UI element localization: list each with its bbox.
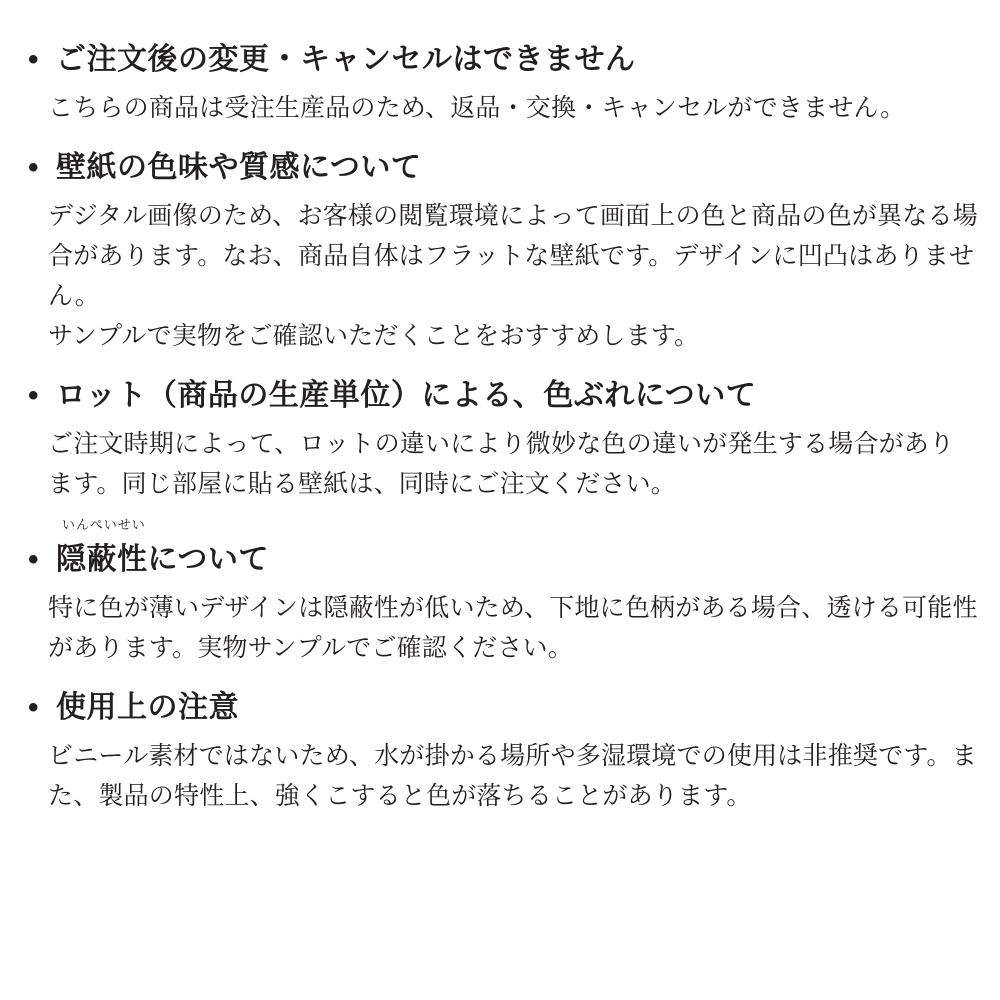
section-heading: ご注文後の変更・キャンセルはできません bbox=[56, 43, 636, 76]
section-paragraph: ご注文時期によって、ロットの違いにより微妙な色の違いが発生する場合があります。同じ部屋に貼る壁紙は、同時にご注文ください。 bbox=[48, 430, 955, 498]
bullet-icon: • bbox=[28, 379, 39, 412]
notice-section-lot-variation bbox=[22, 374, 978, 504]
section-paragraph: サンプルで実物をご確認いただくことをおすすめします。 bbox=[48, 322, 700, 350]
section-paragraph: 特に色が薄いデザインは隠蔽性が低いため、下地に色柄がある場合、透ける可能性があります。実物サンプルでご確認ください。 bbox=[48, 594, 978, 662]
notice-section-usage-caution bbox=[22, 686, 978, 816]
notice-section-order-change bbox=[22, 38, 978, 128]
ruby-annotation: いんぺいせい bbox=[62, 517, 146, 532]
section-heading-row bbox=[22, 374, 978, 418]
notice-section-opacity bbox=[22, 517, 978, 668]
section-heading: 隠蔽性について bbox=[56, 543, 269, 576]
section-heading-row bbox=[22, 146, 978, 190]
bullet-icon: • bbox=[28, 691, 39, 724]
section-paragraph: デジタル画像のため、お客様の閲覧環境によって画面上の色と商品の色が異なる場合があります。なお、商品自体はフラットな壁紙です。デザインに凹凸はありません。 bbox=[48, 202, 978, 310]
section-heading: 壁紙の色味や質感について bbox=[56, 151, 422, 184]
section-heading-row bbox=[22, 517, 978, 582]
section-heading-row bbox=[22, 686, 978, 730]
section-body bbox=[48, 196, 978, 356]
bullet-icon: • bbox=[28, 43, 39, 76]
section-body bbox=[48, 588, 978, 668]
bullet-icon: • bbox=[28, 543, 39, 576]
bullet-icon: • bbox=[28, 151, 39, 184]
section-body bbox=[48, 736, 978, 816]
section-paragraph: こちらの商品は受注生産品のため、返品・交換・キャンセルができません。 bbox=[48, 94, 906, 122]
section-heading: ロット（商品の生産単位）による、色ぶれについて bbox=[56, 379, 757, 412]
notice-section-color-texture bbox=[22, 146, 978, 356]
section-body bbox=[48, 424, 978, 504]
section-paragraph: ビニール素材ではないため、水が掛かる場所や多湿環境での使用は非推奨です。また、製品の特性上、強くこすると色が落ちることがあります。 bbox=[48, 742, 977, 810]
section-body bbox=[48, 88, 978, 128]
section-heading-row bbox=[22, 38, 978, 82]
section-heading: 使用上の注意 bbox=[56, 691, 239, 724]
